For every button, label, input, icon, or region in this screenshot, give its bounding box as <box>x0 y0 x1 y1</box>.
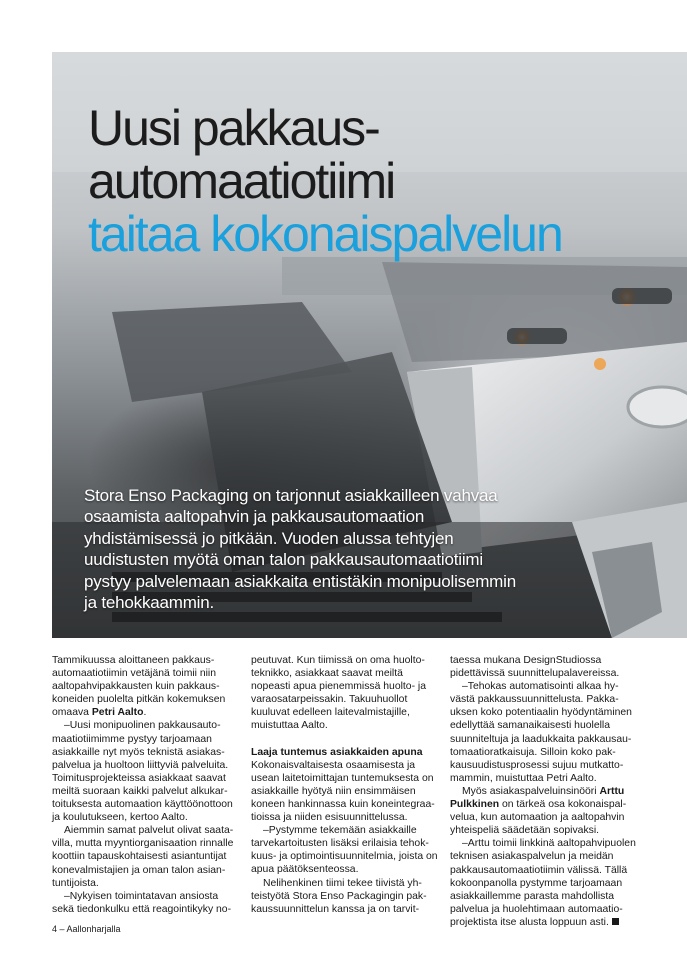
text-run: . <box>143 707 147 719</box>
paragraph: –Nykyisen toimintatavan ansiosta sekä tiedonkulku että reagointikyky no- <box>52 890 232 915</box>
headline-line-3-highlight: taitaa kokonaispalvelun <box>88 206 562 262</box>
lead-paragraph: Stora Enso Packaging on tarjonnut asiakkailleen vahvaa osaamista aaltopahvin ja pakkausautomaation yhdistämisessä jo pitkään. Vuoden alussa tehtyjen uudistusten myötä oman talon pakkausautomaatiotiimi pystyy palvelemaan asiakkaita entistäkin monipuolisemmin ja tehokkaammin. <box>84 486 516 613</box>
text-run: on tärkeä osa kokonaispalvelua, kun automaation ja aaltopahvin yhteispeliä säädetään sopivaksi. <box>450 799 627 837</box>
headline-line-1: Uusi pakkaus- <box>88 100 379 156</box>
person-name: Petri Aalto <box>91 707 144 719</box>
paragraph: Kokonaisvaltaisesta osaamisesta ja usean laitetoimittajan tuntemuksesta on asiakkaille hyötyä niin ensimmäisen koneen hankinnassa kuin koneintegraatioissa ja niiden esisuunnittelussa. <box>251 759 435 824</box>
headline <box>88 102 562 261</box>
paragraph: taessa mukana DesignStudiossa pidettävissä suunnittelupalavereissa. <box>450 655 620 680</box>
paragraph: Aiemmin samat palvelut olivat saatavilla, mutta myyntiorganisaation rinnalle koottiin tapauskohtaisesti asiantuntijat konevalmistajien ja oman talon asiantuntijoista. <box>52 825 234 889</box>
paragraph <box>450 785 638 837</box>
text-run: Tammikuussa aloittaneen pakkausautomaatiotiimin vetäjänä toimii niin aaltopahvipakkausten kuin pakkauskoneiden puolelta pitkän kokemuksen omaava <box>52 655 226 719</box>
paragraph: –Uusi monipuolinen pakkausautomaatiotiimimme pystyy tarjoamaan asiakkaille nyt myös teknistä asiakaspalvelua ja huoltoon liittyviä palveluita. Toimitusprojekteissa asiakkaat saavat meiltä suoraan kaikki palvelut alkukartoituksesta automaation käyttöönottoon ja koulutukseen, kertoo Aalto. <box>52 720 233 824</box>
text-run: –Arttu toimii linkkinä aaltopahvipuolen teknisen asiakaspalvelun ja meidän pakkausautomaatiotiimin välissä. Tällä kokoonpanolla pystymme tarjoamaan asiakkaillemme parasta mahdollista palvelua ja huolehtimaan automaatioprojektista itse alusta loppuun asti. <box>450 838 636 928</box>
subheading: Laaja tuntemus asiakkaiden apuna <box>251 746 423 758</box>
paragraph <box>450 837 638 929</box>
paragraph: peutuvat. Kun tiimissä on oma huoltoteknikko, asiakkaat saavat meiltä nopeasti apua pienemmissä huolto- ja varaosatarpeissakin. Takuuhuollot kuuluvat edelleen laitevalmistajille, muistuttaa Aalto. <box>251 655 427 732</box>
paragraph: Nelihenkinen tiimi tekee tiivistä yhteistyötä Stora Enso Packagingin pakkaussuunnittelun kanssa ja on tarvit- <box>251 877 427 915</box>
hero-image <box>52 52 687 638</box>
person-name: Arttu Pulkkinen <box>450 785 625 811</box>
paragraph: –Pystymme tekemään asiakkaille tarvekartoitusten lisäksi erilaisia tehokkuus- ja optimointisuunnitelmia, joista on apua päätöksenteossa. <box>251 825 438 876</box>
end-of-article-icon <box>612 918 619 925</box>
paragraph <box>52 654 240 719</box>
headline-line-2: automaatiotiimi <box>88 153 395 209</box>
body-column-1 <box>52 654 240 916</box>
body-column-3 <box>450 654 638 929</box>
paragraph: –Tehokas automatisointi alkaa hyvästä pakkaussuunnittelusta. Pakkauksen koko potentiaalin hyödyntäminen edellyttää samanaikaisesti huolella suunniteltuja ja laadukkaita pakkausautomaatioratkaisuja. Silloin koko pakkausuudistusprosessi sujuu mutkattomammin, muistuttaa Petri Aalto. <box>450 681 632 784</box>
body-column-2 <box>251 654 439 916</box>
text-run: Myös asiakaspalveluinsinööri <box>462 785 600 797</box>
page-folio: 4 – Aallonharjalla <box>52 924 121 934</box>
